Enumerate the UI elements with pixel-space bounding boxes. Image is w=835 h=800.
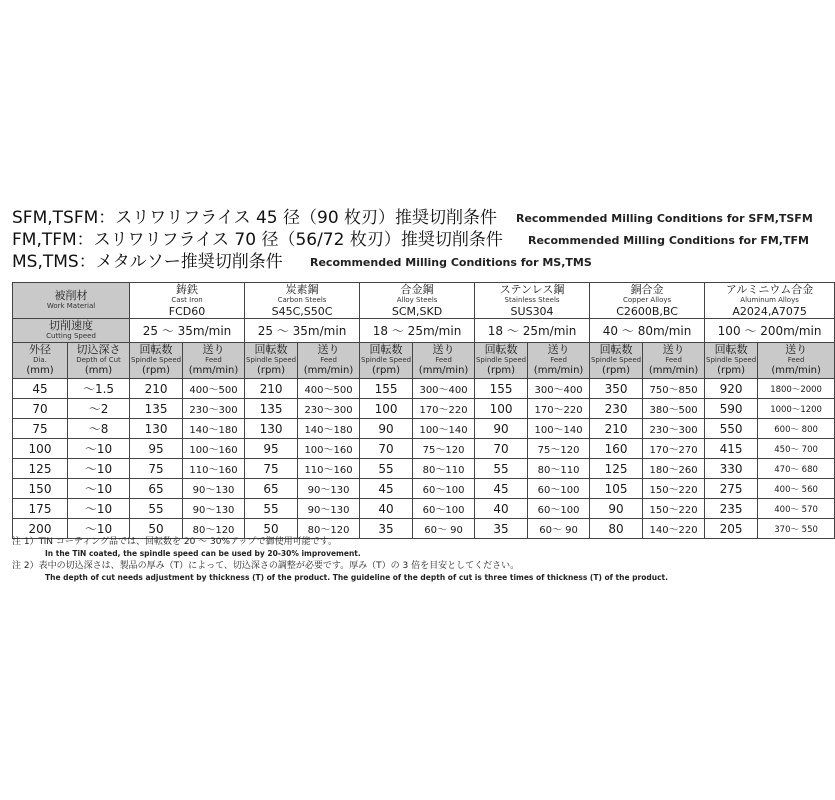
feed-cell: 110～160 — [298, 459, 360, 479]
material-header: 鋳鉄 Cast Iron FCD60 — [130, 283, 245, 319]
feed-cell: 170～270 — [643, 439, 705, 459]
table-row — [13, 479, 835, 499]
dia-cell: 175 — [13, 499, 68, 519]
title-jp: FM,TFM：スリワリフライス 70 径（56/72 枚刃）推奨切削条件 — [12, 230, 503, 250]
cutting-speed-value: 100 ～ 200m/min — [705, 319, 835, 343]
feed-cell: 170～220 — [528, 399, 590, 419]
depth-cell: ～8 — [68, 419, 130, 439]
title-jp: MS,TMS：メタルソー推奨切削条件 — [12, 252, 283, 272]
dia-cell: 150 — [13, 479, 68, 499]
title-line-sfm — [12, 207, 813, 229]
spindle-speed-header: 回転数 Spindle Speed (rpm) — [130, 343, 183, 379]
spindle-speed-cell: 50 — [245, 519, 298, 539]
material-header: ステンレス鋼 Stainless Steels SUS304 — [475, 283, 590, 319]
spindle-speed-cell: 55 — [130, 499, 183, 519]
cutting-speed-header: 切削速度 Cutting Speed — [13, 319, 130, 343]
spindle-speed-cell: 55 — [245, 499, 298, 519]
depth-cell: ～10 — [68, 439, 130, 459]
feed-cell: 80～120 — [183, 519, 245, 539]
feed-cell: 470～ 680 — [758, 459, 835, 479]
dia-cell: 70 — [13, 399, 68, 419]
spindle-speed-cell: 920 — [705, 379, 758, 399]
feed-cell: 150～220 — [643, 499, 705, 519]
table-row — [13, 379, 835, 399]
feed-cell: 140～220 — [643, 519, 705, 539]
note-2-jp: 注 2）表中の切込深さは、製品の厚み（T）によって、切込深さの調整が必要です。厚み（T）の 3 倍を目安としてください。 — [12, 561, 520, 571]
feed-cell: 60～100 — [528, 479, 590, 499]
cutting-speed-value: 40 ～ 80m/min — [590, 319, 705, 343]
spindle-speed-cell: 35 — [475, 519, 528, 539]
spindle-speed-cell: 590 — [705, 399, 758, 419]
feed-cell: 90～130 — [183, 499, 245, 519]
cutting-speed-value: 18 ～ 25m/min — [475, 319, 590, 343]
spindle-speed-header: 回転数 Spindle Speed (rpm) — [705, 343, 758, 379]
feed-cell: 75～120 — [413, 439, 475, 459]
spindle-speed-cell: 235 — [705, 499, 758, 519]
feed-cell: 100～140 — [413, 419, 475, 439]
title-en: Recommended Milling Conditions for FM,TFM — [528, 234, 809, 247]
feed-cell: 90～130 — [298, 479, 360, 499]
depth-cell: ～2 — [68, 399, 130, 419]
material-header: 銅合金 Copper Alloys C2600B,BC — [590, 283, 705, 319]
feed-cell: 140～180 — [183, 419, 245, 439]
spindle-speed-cell: 35 — [360, 519, 413, 539]
feed-cell: 150～220 — [643, 479, 705, 499]
feed-cell: 370～ 550 — [758, 519, 835, 539]
feed-cell: 230～300 — [643, 419, 705, 439]
spindle-speed-cell: 75 — [245, 459, 298, 479]
title-en: Recommended Milling Conditions for MS,TMS — [310, 256, 592, 269]
spindle-speed-cell: 125 — [590, 459, 643, 479]
spindle-speed-cell: 90 — [590, 499, 643, 519]
depth-cell: ～1.5 — [68, 379, 130, 399]
spindle-speed-cell: 275 — [705, 479, 758, 499]
material-header: 炭素鋼 Carbon Steels S45C,S50C — [245, 283, 360, 319]
feed-cell: 60～ 90 — [413, 519, 475, 539]
note-1-en: In the TiN coated, the spindle speed can be used by 20-30% improvement. — [45, 549, 361, 558]
material-header: アルミニウム合金 Aluminum Alloys A2024,A7075 — [705, 283, 835, 319]
spindle-speed-cell: 70 — [360, 439, 413, 459]
spindle-speed-cell: 230 — [590, 399, 643, 419]
title-line-fm — [12, 229, 809, 251]
title-block — [12, 207, 813, 273]
feed-cell: 75～120 — [528, 439, 590, 459]
feed-cell: 1800～2000 — [758, 379, 835, 399]
feed-cell: 230～300 — [183, 399, 245, 419]
spindle-speed-cell: 350 — [590, 379, 643, 399]
depth-cell: ～10 — [68, 459, 130, 479]
spindle-speed-cell: 55 — [475, 459, 528, 479]
feed-cell: 1000～1200 — [758, 399, 835, 419]
table-row — [13, 419, 835, 439]
spindle-speed-cell: 55 — [360, 459, 413, 479]
spindle-speed-cell: 330 — [705, 459, 758, 479]
spindle-speed-cell: 80 — [590, 519, 643, 539]
feed-cell: 60～100 — [413, 479, 475, 499]
feed-header: 送り Feed (mm/min) — [183, 343, 245, 379]
spindle-speed-header: 回転数 Spindle Speed (rpm) — [360, 343, 413, 379]
feed-cell: 90～130 — [298, 499, 360, 519]
depth-cell: ～10 — [68, 519, 130, 539]
spindle-speed-cell: 160 — [590, 439, 643, 459]
spindle-speed-cell: 105 — [590, 479, 643, 499]
feed-cell: 400～ 560 — [758, 479, 835, 499]
note-1-jp: 注 1）TiN コーティング品では、回転数を 20 ～ 30%アップで御使用可能です。 — [12, 537, 337, 547]
table-row — [13, 439, 835, 459]
feed-cell: 450～ 700 — [758, 439, 835, 459]
work-material-header: 被削材 Work Material — [13, 283, 130, 319]
spindle-speed-header: 回転数 Spindle Speed (rpm) — [245, 343, 298, 379]
feed-cell: 80～110 — [413, 459, 475, 479]
spindle-speed-cell: 100 — [360, 399, 413, 419]
table-row — [13, 459, 835, 479]
dia-cell: 75 — [13, 419, 68, 439]
cutting-speed-value: 25 ～ 35m/min — [130, 319, 245, 343]
spindle-speed-cell: 130 — [130, 419, 183, 439]
title-line-ms — [12, 251, 792, 273]
spindle-speed-cell: 130 — [245, 419, 298, 439]
feed-cell: 100～160 — [298, 439, 360, 459]
feed-cell: 110～160 — [183, 459, 245, 479]
table-row — [13, 499, 835, 519]
feed-cell: 230～300 — [298, 399, 360, 419]
feed-header: 送り Feed (mm/min) — [758, 343, 835, 379]
spindle-speed-cell: 155 — [475, 379, 528, 399]
dia-cell: 200 — [13, 519, 68, 539]
feed-cell: 100～140 — [528, 419, 590, 439]
dia-cell: 100 — [13, 439, 68, 459]
material-header: 合金鋼 Alloy Steels SCM,SKD — [360, 283, 475, 319]
title-jp: SFM,TSFM：スリワリフライス 45 径（90 枚刃）推奨切削条件 — [12, 208, 498, 228]
feed-cell: 400～500 — [298, 379, 360, 399]
table-row — [13, 399, 835, 419]
dia-cell: 125 — [13, 459, 68, 479]
spindle-speed-cell: 95 — [130, 439, 183, 459]
feed-cell: 140～180 — [298, 419, 360, 439]
spindle-speed-cell: 415 — [705, 439, 758, 459]
feed-cell: 400～500 — [183, 379, 245, 399]
cutting-speed-value: 18 ～ 25m/min — [360, 319, 475, 343]
feed-cell: 80～110 — [528, 459, 590, 479]
spindle-speed-cell: 155 — [360, 379, 413, 399]
feed-cell: 600～ 800 — [758, 419, 835, 439]
spindle-speed-cell: 40 — [360, 499, 413, 519]
dia-header: 外径 Dia. (mm) — [13, 343, 68, 379]
spindle-speed-cell: 205 — [705, 519, 758, 539]
feed-cell: 750～850 — [643, 379, 705, 399]
spindle-speed-cell: 90 — [360, 419, 413, 439]
spindle-speed-cell: 70 — [475, 439, 528, 459]
spindle-speed-cell: 90 — [475, 419, 528, 439]
feed-cell: 60～100 — [528, 499, 590, 519]
spindle-speed-cell: 135 — [130, 399, 183, 419]
spindle-speed-header: 回転数 Spindle Speed (rpm) — [475, 343, 528, 379]
spindle-speed-cell: 75 — [130, 459, 183, 479]
note-2-en: The depth of cut needs adjustment by thickness (T) of the product. The guideline of the depth of cut is three times of thickness (T) of the product. — [45, 573, 668, 582]
feed-cell: 80～120 — [298, 519, 360, 539]
title-en: Recommended Milling Conditions for SFM,TSFM — [516, 212, 813, 225]
feed-cell: 300～400 — [413, 379, 475, 399]
notes — [12, 536, 792, 584]
feed-cell: 60～100 — [413, 499, 475, 519]
feed-cell: 300～400 — [528, 379, 590, 399]
feed-cell: 380～500 — [643, 399, 705, 419]
feed-header: 送り Feed (mm/min) — [643, 343, 705, 379]
depth-cell: ～10 — [68, 479, 130, 499]
spindle-speed-cell: 95 — [245, 439, 298, 459]
spindle-speed-cell: 100 — [475, 399, 528, 419]
depth-cell: ～10 — [68, 499, 130, 519]
spindle-speed-header: 回転数 Spindle Speed (rpm) — [590, 343, 643, 379]
feed-cell: 90～130 — [183, 479, 245, 499]
spindle-speed-cell: 210 — [130, 379, 183, 399]
depth-header: 切込深さ Depth of Cut (mm) — [68, 343, 130, 379]
cutting-speed-value: 25 ～ 35m/min — [245, 319, 360, 343]
spindle-speed-cell: 40 — [475, 499, 528, 519]
spindle-speed-cell: 550 — [705, 419, 758, 439]
spindle-speed-cell: 210 — [245, 379, 298, 399]
feed-cell: 400～ 570 — [758, 499, 835, 519]
feed-header: 送り Feed (mm/min) — [298, 343, 360, 379]
spindle-speed-cell: 45 — [475, 479, 528, 499]
spindle-speed-cell: 50 — [130, 519, 183, 539]
feed-cell: 180～260 — [643, 459, 705, 479]
spindle-speed-cell: 135 — [245, 399, 298, 419]
feed-header: 送り Feed (mm/min) — [528, 343, 590, 379]
spindle-speed-cell: 45 — [360, 479, 413, 499]
feed-cell: 170～220 — [413, 399, 475, 419]
dia-cell: 45 — [13, 379, 68, 399]
spindle-speed-cell: 65 — [245, 479, 298, 499]
cutting-conditions-table — [12, 282, 835, 539]
feed-cell: 60～ 90 — [528, 519, 590, 539]
feed-header: 送り Feed (mm/min) — [413, 343, 475, 379]
feed-cell: 100～160 — [183, 439, 245, 459]
spindle-speed-cell: 210 — [590, 419, 643, 439]
spindle-speed-cell: 65 — [130, 479, 183, 499]
